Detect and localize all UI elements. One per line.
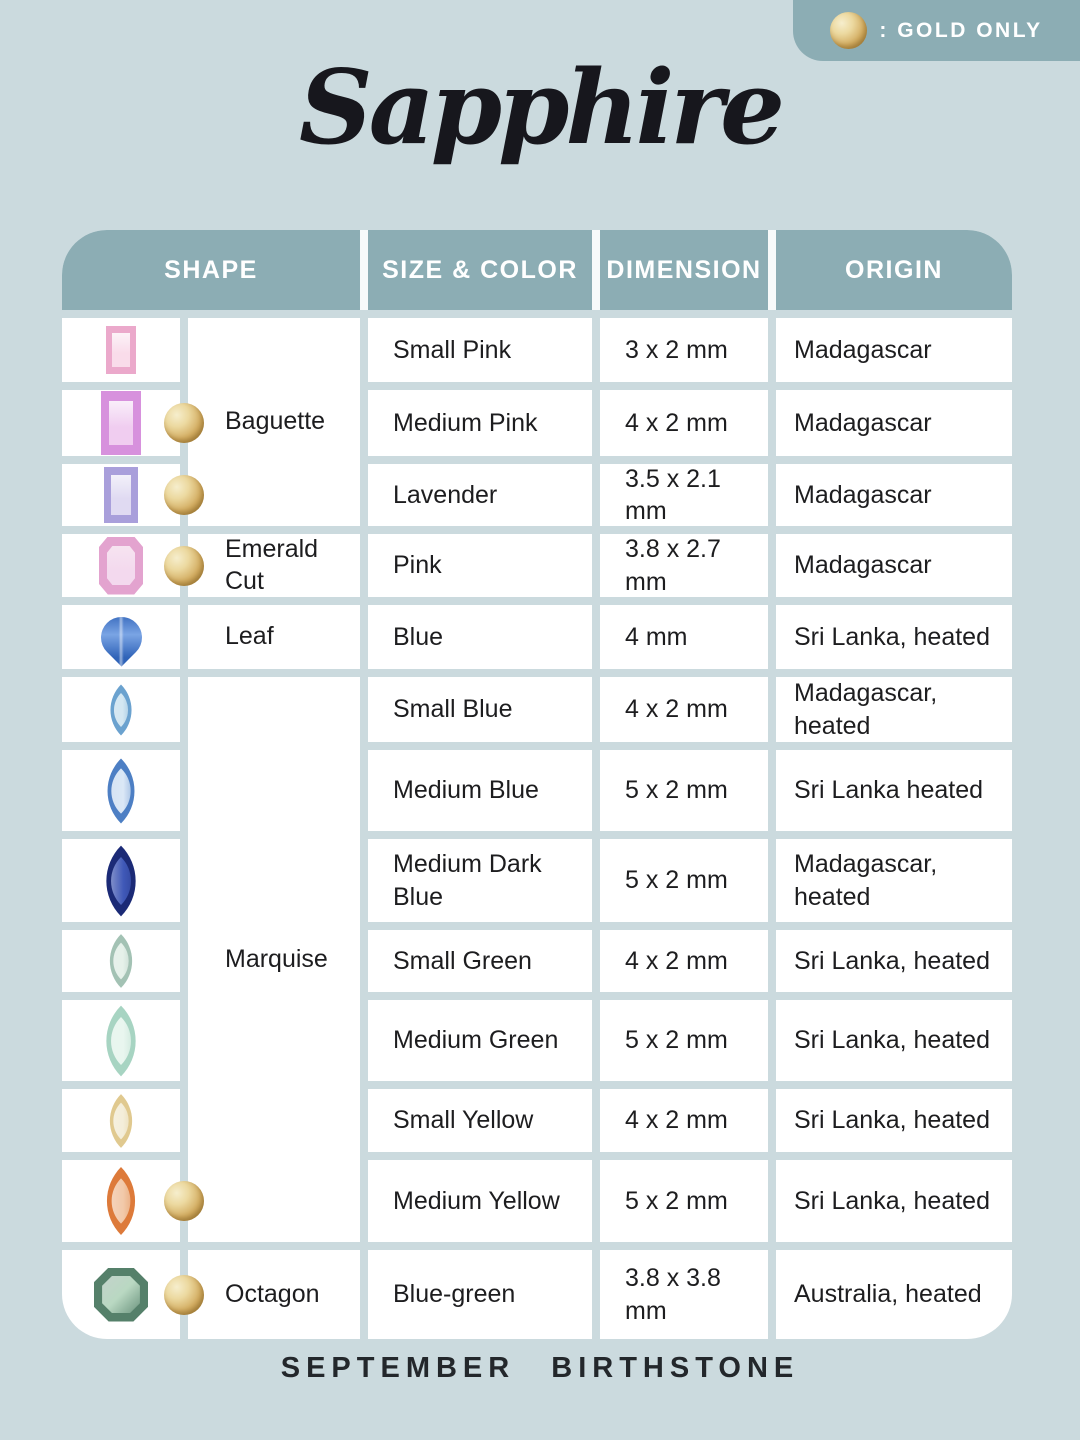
size-color-cell: Small Green <box>368 930 592 992</box>
gem-cell <box>62 677 180 742</box>
gem-cell <box>62 390 180 456</box>
origin-cell: Madagascar, heated <box>776 839 1012 922</box>
gem-small-yellow-marquise <box>94 1094 148 1148</box>
origin-cell: Australia, heated <box>776 1250 1012 1339</box>
gem-blue-leaf <box>92 608 150 666</box>
gem-cell <box>62 1000 180 1081</box>
gem-cell <box>62 839 180 922</box>
size-color-cell: Medium Blue <box>368 750 592 831</box>
origin-cell: Sri Lanka, heated <box>776 930 1012 992</box>
gem-lavender-baguette <box>104 467 138 523</box>
gem-medium-yellow-marquise <box>87 1167 155 1235</box>
gem-small-green-marquise <box>94 934 148 988</box>
shape-label-leaf: Leaf <box>188 605 360 669</box>
dimension-cell: 5 x 2 mm <box>600 750 768 831</box>
shape-label-emerald-cut: Emerald Cut <box>188 534 360 597</box>
gold-only-icon <box>164 475 204 515</box>
dimension-cell: 5 x 2 mm <box>600 839 768 922</box>
gem-medium-green-marquise <box>86 1005 157 1076</box>
size-color-cell: Medium Yellow <box>368 1160 592 1242</box>
column-header-origin: ORIGIN <box>776 230 1012 310</box>
origin-cell: Sri Lanka, heated <box>776 1089 1012 1152</box>
dimension-cell: 3 x 2 mm <box>600 318 768 382</box>
sapphire-table <box>62 230 1012 1339</box>
size-color-cell: Pink <box>368 534 592 597</box>
gem-pink-emerald-cut <box>99 537 143 595</box>
gem-small-pink-baguette <box>106 326 136 374</box>
gold-only-icon <box>164 546 204 586</box>
column-header-dimension: DIMENSION <box>600 230 768 310</box>
origin-cell: Madagascar <box>776 534 1012 597</box>
gem-cell <box>62 605 180 669</box>
gem-medium-blue-marquise <box>88 758 153 823</box>
size-color-cell: Blue <box>368 605 592 669</box>
size-color-cell: Small Yellow <box>368 1089 592 1152</box>
gem-cell <box>62 930 180 992</box>
shape-label-baguette: Baguette <box>188 318 360 526</box>
dimension-cell: 3.8 x 3.8 mm <box>600 1250 768 1339</box>
origin-cell: Sri Lanka, heated <box>776 605 1012 669</box>
origin-cell: Sri Lanka, heated <box>776 1160 1012 1242</box>
dimension-cell: 5 x 2 mm <box>600 1160 768 1242</box>
column-header-shape: SHAPE <box>62 230 360 310</box>
shape-label-octagon: Octagon <box>188 1250 360 1339</box>
size-color-cell: Lavender <box>368 464 592 526</box>
gem-blue-green-octagon <box>94 1268 148 1322</box>
gem-cell <box>62 534 180 597</box>
size-color-cell: Blue-green <box>368 1250 592 1339</box>
dimension-cell: 4 x 2 mm <box>600 677 768 742</box>
origin-cell: Madagascar <box>776 390 1012 456</box>
size-color-cell: Medium Dark Blue <box>368 839 592 922</box>
gold-only-icon <box>164 1181 204 1221</box>
gold-only-icon <box>164 1275 204 1315</box>
origin-cell: Madagascar <box>776 464 1012 526</box>
gold-coin-icon <box>830 12 867 49</box>
gem-cell <box>62 464 180 526</box>
origin-cell: Madagascar <box>776 318 1012 382</box>
shape-label-marquise: Marquise <box>188 677 360 1242</box>
gem-cell <box>62 1160 180 1242</box>
size-color-cell: Small Pink <box>368 318 592 382</box>
gold-only-label: : GOLD ONLY <box>879 18 1043 42</box>
gem-medium-dark-blue-marquise <box>86 845 157 916</box>
gem-cell <box>62 750 180 831</box>
footer-caption: SEPTEMBER BIRTHSTONE <box>280 1352 800 1384</box>
gem-small-blue-marquise <box>96 684 147 735</box>
gem-medium-pink-baguette <box>101 391 141 455</box>
origin-cell: Sri Lanka heated <box>776 750 1012 831</box>
size-color-cell: Small Blue <box>368 677 592 742</box>
gem-cell <box>62 318 180 382</box>
gem-cell <box>62 1089 180 1152</box>
origin-cell: Madagascar, heated <box>776 677 1012 742</box>
dimension-cell: 4 x 2 mm <box>600 930 768 992</box>
dimension-cell: 4 x 2 mm <box>600 390 768 456</box>
dimension-cell: 4 x 2 mm <box>600 1089 768 1152</box>
size-color-cell: Medium Pink <box>368 390 592 456</box>
page-title: Sapphire <box>299 48 781 168</box>
dimension-cell: 3.8 x 2.7 mm <box>600 534 768 597</box>
dimension-cell: 5 x 2 mm <box>600 1000 768 1081</box>
column-header-size-color: SIZE & COLOR <box>368 230 592 310</box>
dimension-cell: 3.5 x 2.1 mm <box>600 464 768 526</box>
dimension-cell: 4 mm <box>600 605 768 669</box>
size-color-cell: Medium Green <box>368 1000 592 1081</box>
origin-cell: Sri Lanka, heated <box>776 1000 1012 1081</box>
gem-cell <box>62 1250 180 1339</box>
gold-only-icon <box>164 403 204 443</box>
